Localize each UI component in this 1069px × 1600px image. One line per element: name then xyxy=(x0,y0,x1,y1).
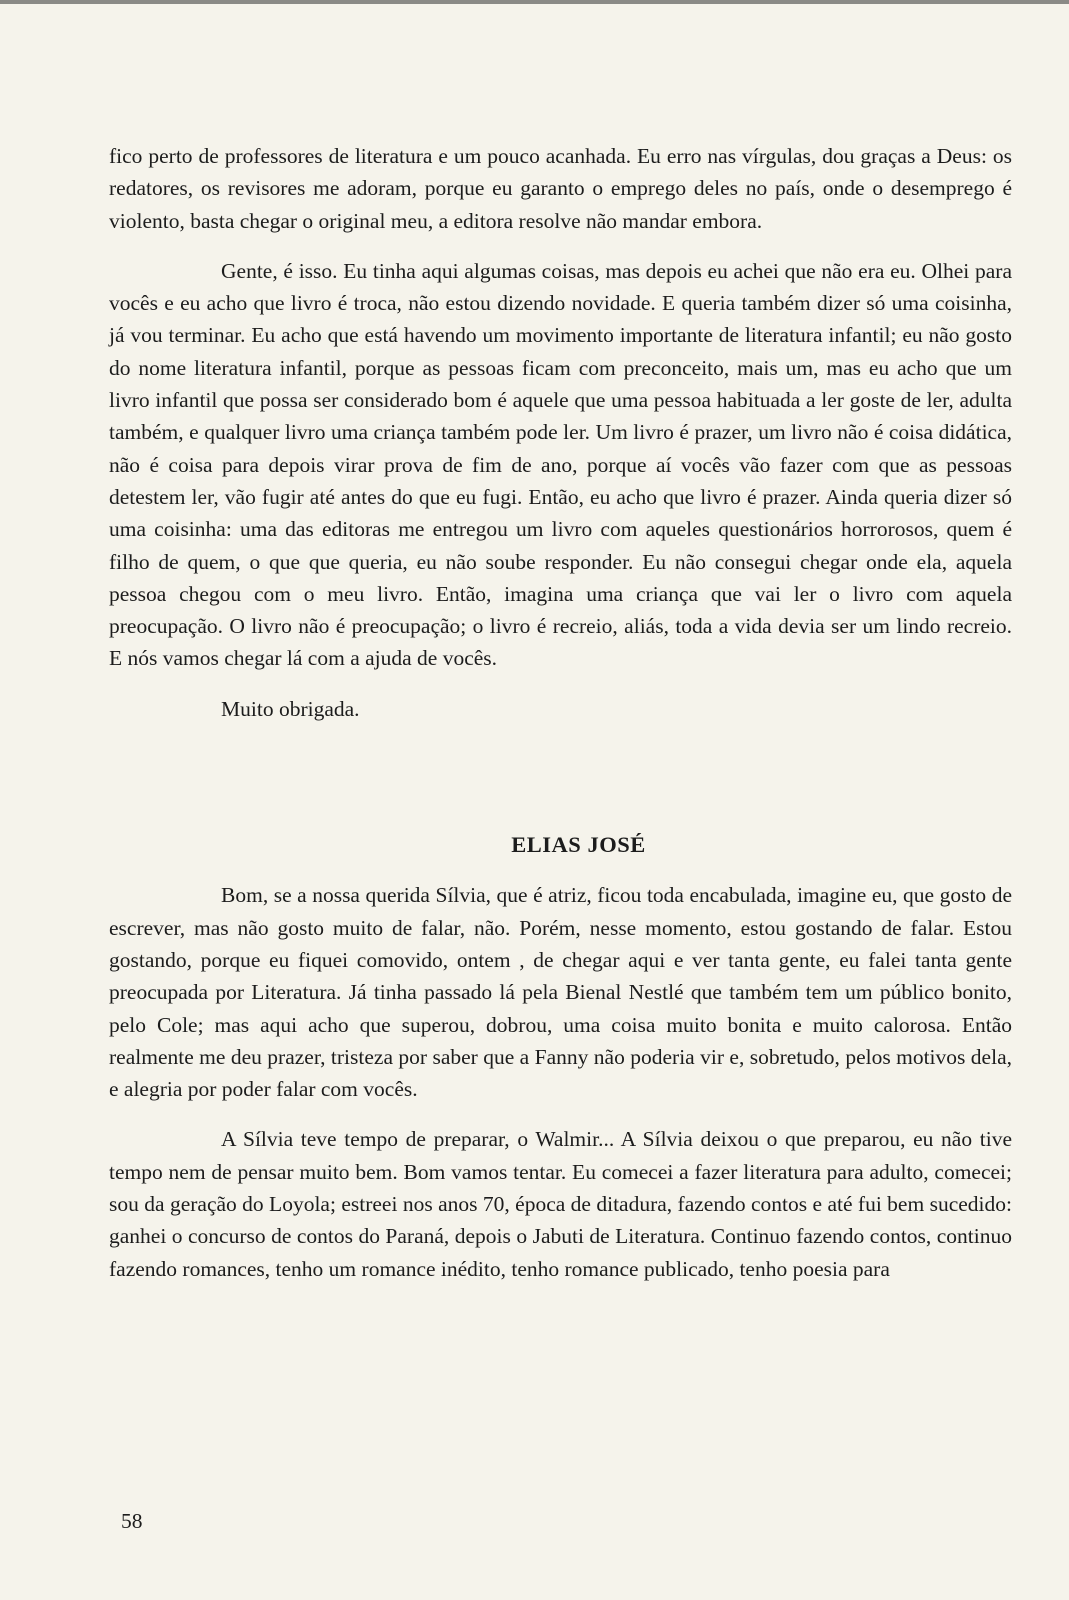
paragraph-continuation: fico perto de professores de literatura e um pouco acanhada. Eu erro nas vírgulas, dou graças a Deus: os redatores, os revisores me adoram, porque eu garanto o emprego deles no país, onde o desemprego é violento, basta chegar o original meu, a editora resolve não mandar embora. xyxy=(109,144,1012,233)
page-body xyxy=(109,140,1012,1285)
paragraph: Gente, é isso. Eu tinha aqui algumas coisas, mas depois eu achei que não era eu. Olhei para vocês e eu acho que livro é troca, não estou dizendo novidade. E queria também dizer só uma coisinha, já vou terminar. Eu acho que está havendo um movimento importante de literatura infantil; eu não gosto do nome literatura infantil, porque as pessoas ficam com preconceito, mais um, mas eu acho que um livro infantil que possa ser considerado bom é aquele que uma pessoa habituada a ler goste de ler, adulta também, e qualquer livro uma criança também pode ler. Um livro é prazer, um livro não é coisa didática, não é coisa para depois virar prova de fim de ano, porque aí vocês vão fazer com que as pessoas detestem ler, vão fugir até antes do que eu fugi. Então, eu acho que livro é prazer. Ainda queria dizer só uma coisinha: uma das editoras me entregou um livro com aqueles questionários horrorosos, quem é filho de quem, o que que queria, eu não soube responder. Eu não consegui chegar onde ela, aquela pessoa chegou com o meu livro. Então, imagina uma criança que vai ler o livro com aquela preocupação. O livro não é preocupação; o livro é recreio, aliás, toda a vida devia ser um lindo recreio. E nós vamos chegar lá com a ajuda de vocês. xyxy=(109,258,1012,671)
page-number: 58 xyxy=(121,1509,143,1533)
paragraph: A Sílvia teve tempo de preparar, o Walmir... A Sílvia deixou o que preparou, eu não tive tempo nem de pensar muito bem. Bom vamos tentar. Eu comecei a fazer literatura para adulto, comecei; sou da geração do Loyola; estreei nos anos 70, época de ditadura, fazendo contos e até fui bem sucedido: ganhei o concurso de contos do Paraná, depois o Jabuti de Literatura. Continuo fazendo contos, continuo fazendo romances, tenho um romance inédito, tenho romance publicado, tenho poesia para xyxy=(109,1127,1012,1281)
paragraph: Bom, se a nossa querida Sílvia, que é atriz, ficou toda encabulada, imagine eu, que gosto de escrever, mas não gosto muito de falar, não. Porém, nesse momento, estou gostando de falar. Estou gostando, porque eu fiquei comovido, ontem , de chegar aqui e ver tanta gente, eu falei tanta gente preocupada por Literatura. Já tinha passado lá pela Bienal Nestlé que também tem um público bonito, pelo Cole; mas aqui acho que superou, dobrou, uma coisa muito bonita e muito calorosa. Então realmente me deu prazer, tristeza por saber que a Fanny não poderia vir e, sobretudo, pelos motivos dela, e alegria por poder falar com vocês. xyxy=(109,883,1012,1102)
speaker-heading: ELIAS JOSÉ xyxy=(511,832,646,858)
closing-line: Muito obrigada. xyxy=(221,696,360,721)
scan-top-edge xyxy=(0,0,1069,4)
